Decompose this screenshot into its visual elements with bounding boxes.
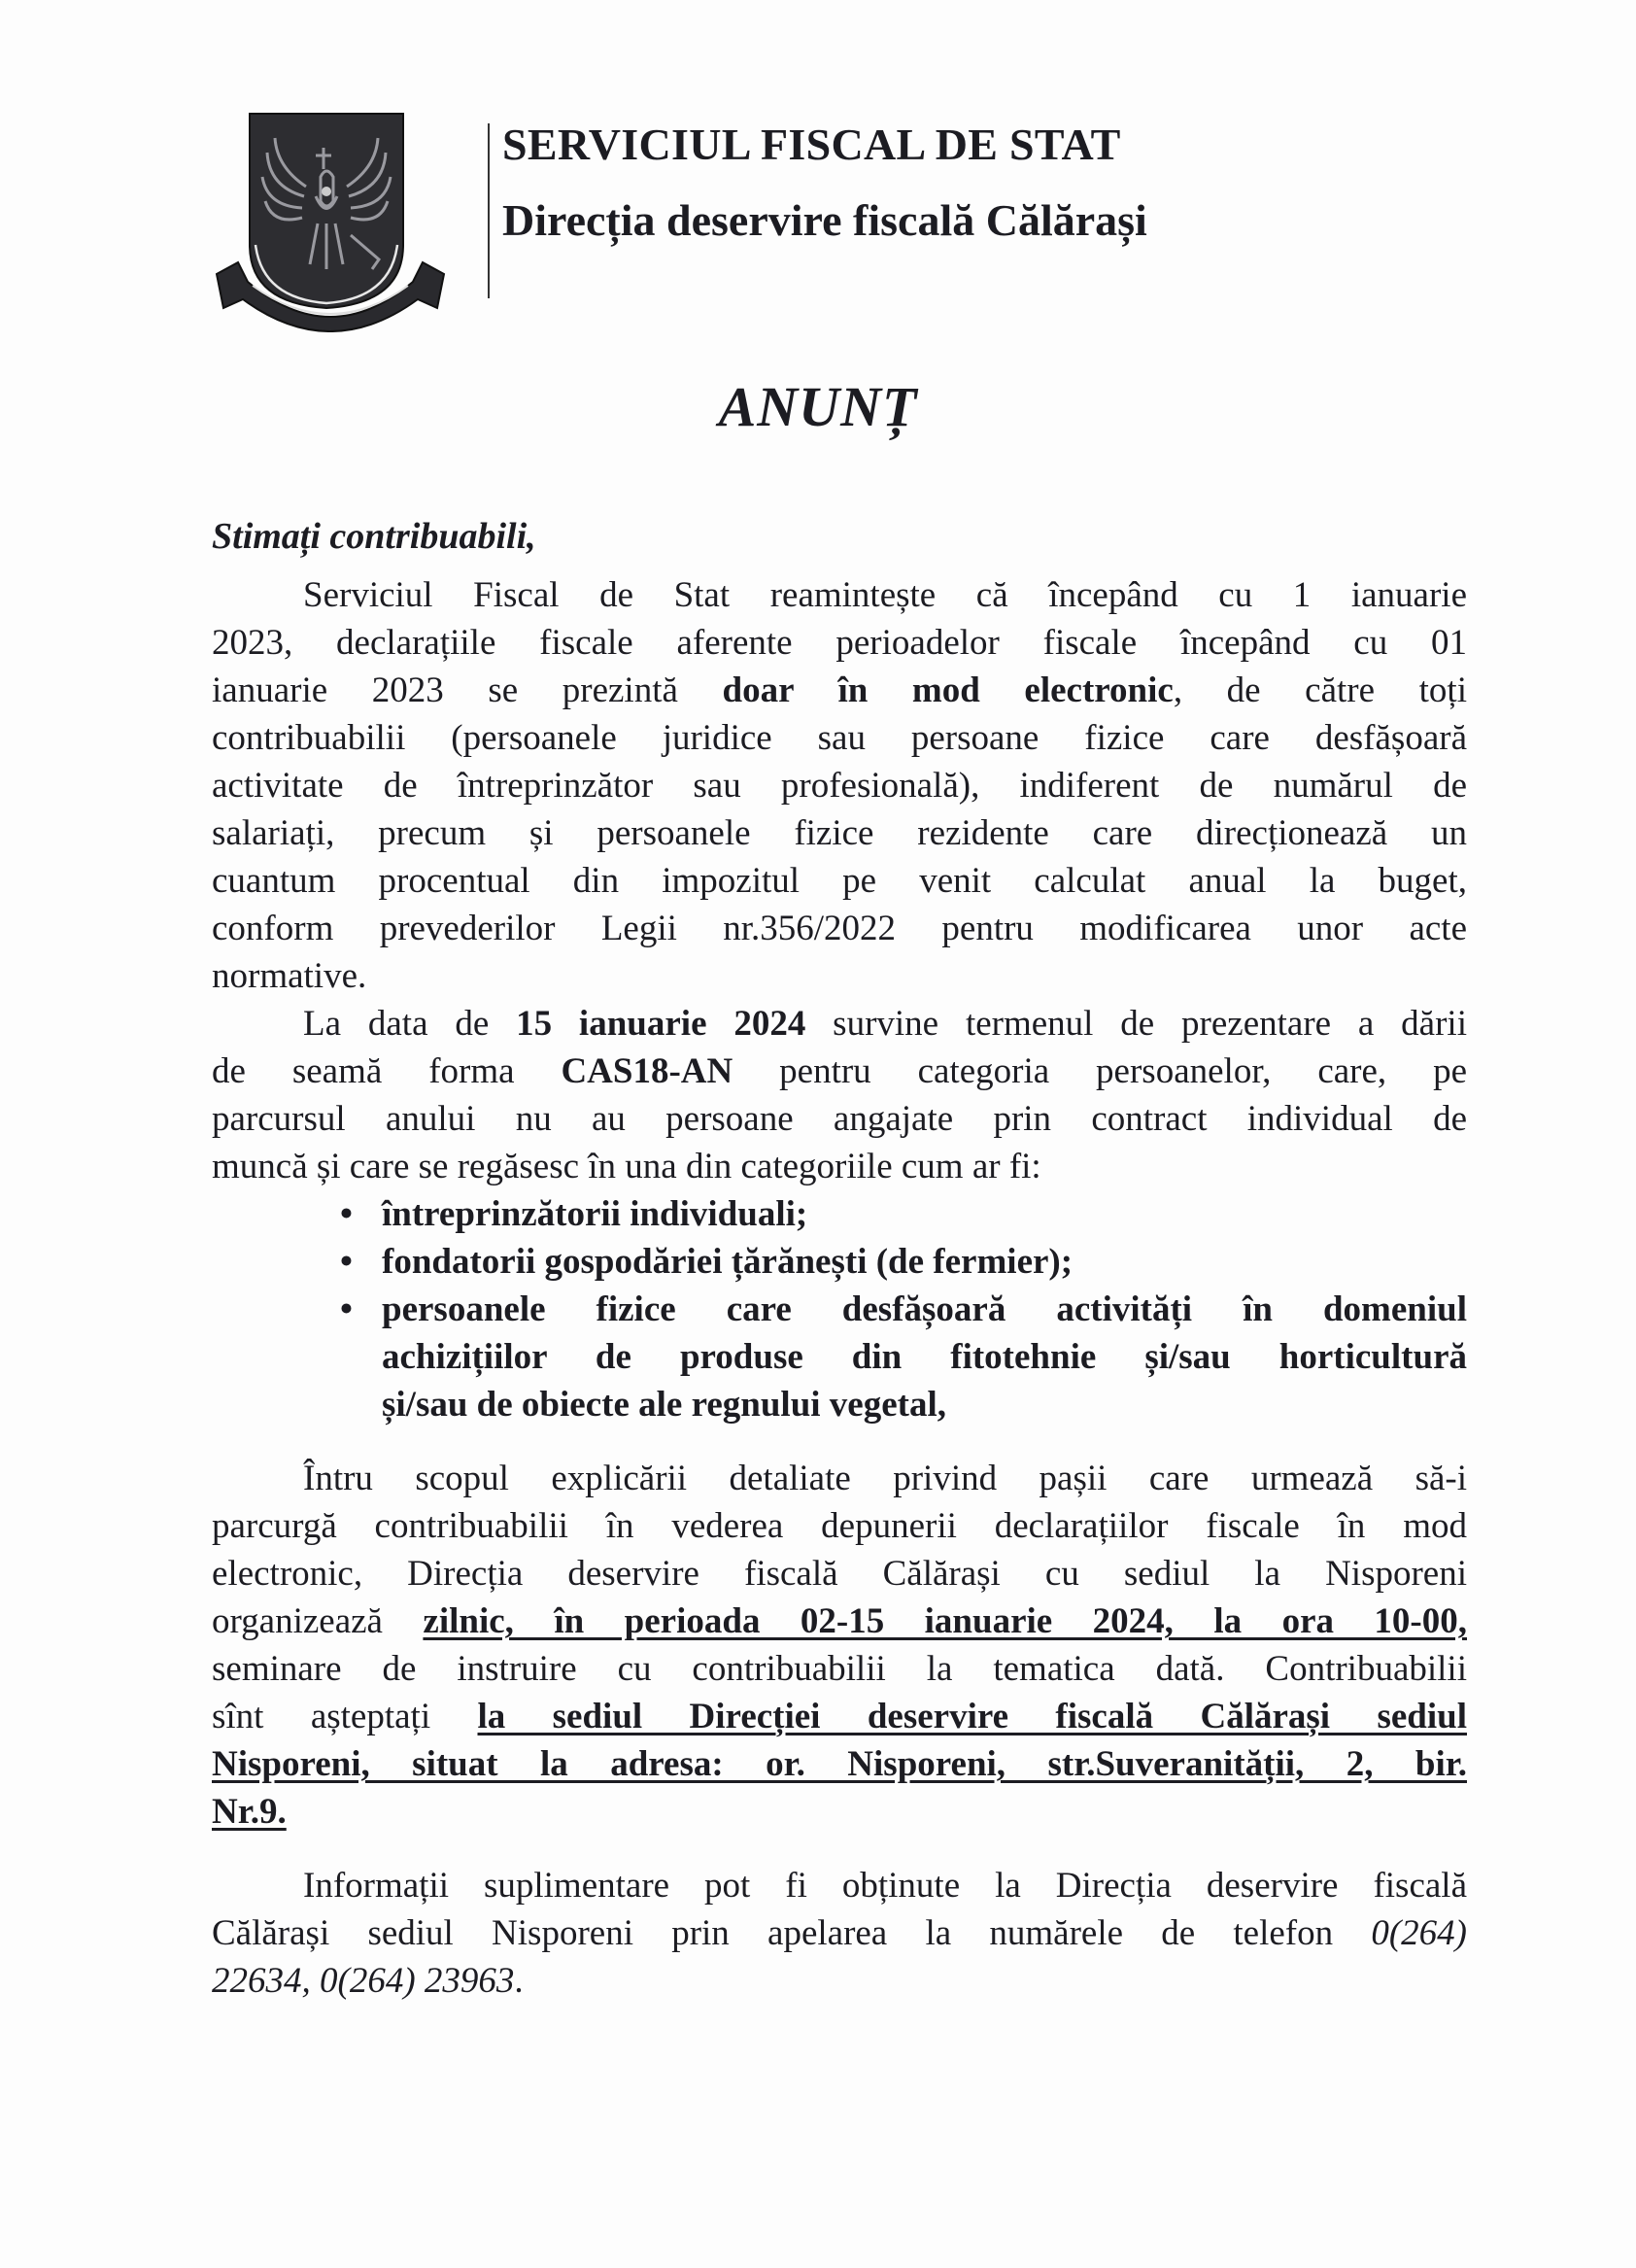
- p3-line: [212, 1598, 1467, 1645]
- p1-line: salariați, precum și persoanele fizice rezidente care direcționează un: [212, 813, 1467, 853]
- agency-title: SERVICIUL FISCAL DE STAT: [502, 120, 1121, 169]
- seminar-schedule: zilnic, în perioada 02-15 ianuarie 2024, la ora 10-00,: [423, 1601, 1468, 1641]
- address-line: Nisporeni, situat la adresa: or. Nisporeni, str.Suveranității, 2, bir.: [212, 1744, 1467, 1784]
- form-code: CAS18-AN: [561, 1051, 733, 1091]
- greeting: Stimați contribuabili,: [212, 516, 536, 557]
- p4-line: Informații suplimentare pot fi obținute la Direcția deservire fiscală: [303, 1866, 1467, 1906]
- p1-line: activitate de întreprinzător sau profesională), indiferent de numărul de: [212, 766, 1467, 806]
- p2-line: parcursul anului nu au persoane angajate prin contract individual de: [212, 1099, 1467, 1139]
- bullet-text: persoanele fizice care desfășoară activități în domeniul: [382, 1289, 1467, 1329]
- text: de seamă forma: [212, 1051, 562, 1091]
- emphasis-electronic: doar în mod electronic: [722, 670, 1174, 710]
- agency-subtitle: Direcția deservire fiscală Călărași: [502, 195, 1147, 245]
- text: La data de: [303, 1004, 517, 1044]
- p1-line: conform prevederilor Legii nr.356/2022 pentru modificarea unor acte: [212, 909, 1467, 948]
- text: organizează: [212, 1601, 424, 1641]
- p2-line: muncă și care se regăsesc în una din categoriile cum ar fi:: [212, 1147, 1041, 1186]
- p1-line: 2023, declarațiile fiscale aferente perioadelor fiscale începând cu 01: [212, 623, 1467, 663]
- document-title: ANUNȚ: [718, 375, 918, 438]
- document-body: [212, 571, 1467, 2005]
- emblem-logo: [209, 109, 452, 332]
- p3-line: electronic, Direcția deservire fiscală Călărași cu sediul la Nisporeni: [212, 1554, 1467, 1594]
- p3-line: [212, 1788, 1467, 1836]
- text: , de către toți: [1173, 670, 1467, 710]
- bullet-icon: •: [340, 1242, 353, 1282]
- eagle-shield-icon: [209, 109, 452, 332]
- bullet-continuation: și/sau de obiecte ale regnului vegetal,: [382, 1385, 946, 1425]
- p3-line: seminare de instruire cu contribuabilii la tematica dată. Contribuabilii: [212, 1649, 1467, 1689]
- p1-line: [212, 667, 1467, 714]
- phone-numbers: 22634, 0(264) 23963: [212, 1961, 515, 2001]
- bullet-icon: •: [340, 1194, 353, 1234]
- seminar-location: la sediul Direcției deservire fiscală Călărași sediul: [477, 1697, 1467, 1736]
- p1-line: Serviciul Fiscal de Stat reamintește că începând cu 1 ianuarie: [303, 575, 1467, 615]
- p3-line: [212, 1693, 1467, 1740]
- p4-line: [212, 1909, 1467, 1957]
- paragraph-gap: [212, 1836, 1467, 1862]
- bullet-item: [212, 1286, 1467, 1333]
- header-divider: [488, 123, 490, 298]
- office-number: Nr.9.: [212, 1792, 287, 1832]
- paragraph-gap: [212, 1428, 1467, 1455]
- p3-line: parcurgă contribuabilii în vederea depunerii declarațiilor fiscale în mod: [212, 1506, 1467, 1546]
- text: Călărași sediul Nisporeni prin apelarea la numărele de telefon: [212, 1913, 1372, 1953]
- p2-line: [212, 1048, 1467, 1095]
- p1-line: cuantum procentual din impozitul pe venit calculat anual la buget,: [212, 861, 1467, 901]
- text: .: [514, 1961, 524, 2001]
- p1-line: normative.: [212, 956, 367, 996]
- bullet-item: [212, 1190, 1467, 1238]
- p3-line: Întru scopul explicării detaliate privind pașii care urmează să-i: [303, 1459, 1467, 1498]
- p4-line: [212, 1957, 1467, 2005]
- text: survine termenul de prezentare a dării: [805, 1004, 1467, 1044]
- p2-line: [212, 1000, 1467, 1048]
- deadline-date: 15 ianuarie 2024: [516, 1004, 806, 1044]
- text: pentru categoria persoanelor, care, pe: [733, 1051, 1467, 1091]
- bullet-continuation: achizițiilor de produse din fitotehnie și/sau horticultură: [382, 1337, 1467, 1377]
- bullet-icon: •: [340, 1289, 353, 1329]
- p1-line: contribuabilii (persoanele juridice sau persoane fizice care desfășoară: [212, 718, 1467, 758]
- bullet-text: fondatorii gospodăriei țărănești (de fermier);: [382, 1242, 1074, 1282]
- bullet-item: [212, 1238, 1467, 1286]
- bullet-text: întreprinzătorii individuali;: [382, 1194, 808, 1234]
- text: sînt așteptați: [212, 1697, 478, 1736]
- text: ianuarie 2023 se prezintă: [212, 670, 723, 710]
- phone-prefix: 0(264): [1371, 1913, 1467, 1953]
